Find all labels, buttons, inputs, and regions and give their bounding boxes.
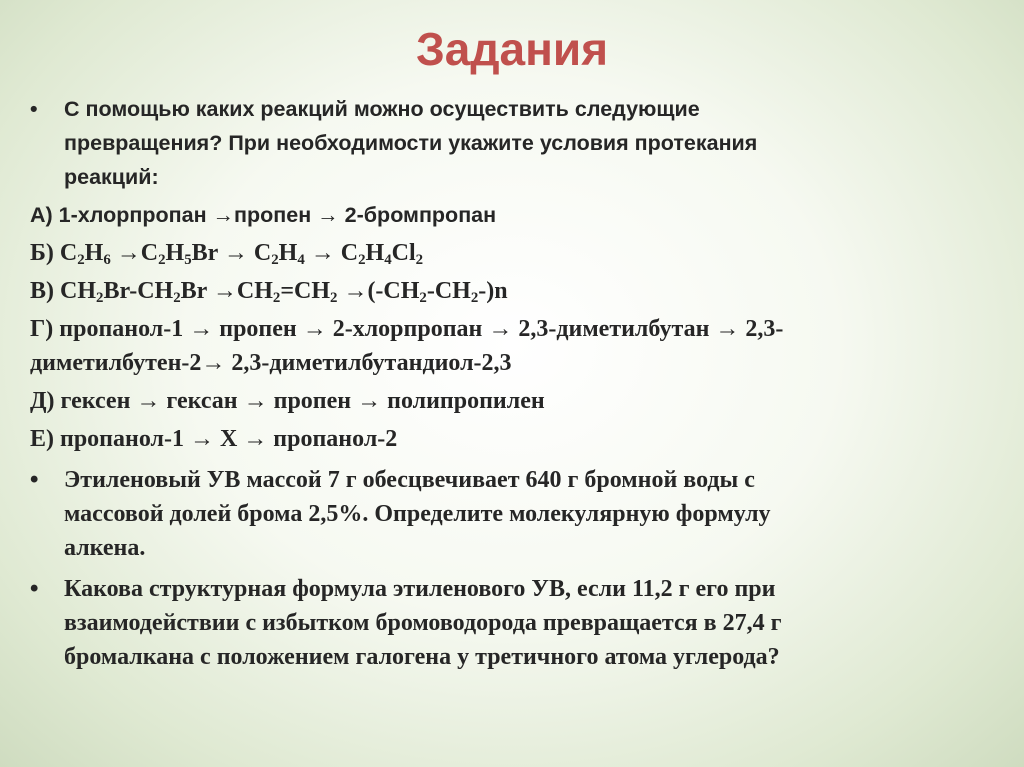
task-3-line-1: Какова структурная формула этиленового УВ, если 11,2 г его при <box>64 576 776 602</box>
item-g-line-2: диметилбутен-2→ 2,3-диметилбутандиол-2,3 <box>30 350 512 376</box>
task-3-bullet <box>30 572 990 674</box>
bullet-icon: • <box>30 97 38 121</box>
task-2-bullet <box>30 463 990 565</box>
task-2-line-2: массовой долей брома 2,5%. Определите молекулярную формулу <box>64 501 771 527</box>
item-d: Д) гексен → гексан → пропен → полипропилен <box>30 388 545 414</box>
item-g-line-1: Г) пропанол-1 → пропен → 2-хлорпропан → 2,3-диметилбутан → 2,3- <box>30 316 784 342</box>
item-g <box>30 312 990 380</box>
task-2-line-1: Этиленовый УВ массой 7 г обесцвечивает 640 г бромной воды с <box>64 467 755 493</box>
slide-content <box>30 92 990 674</box>
slide-title: Задания <box>415 23 609 75</box>
bullet-icon: • <box>30 575 39 602</box>
task-2-line-3: алкена. <box>64 535 146 561</box>
item-e: Е) пропанол-1 → Х → пропанол-2 <box>30 426 398 452</box>
intro-bullet <box>30 92 990 194</box>
task-3-line-2: взаимодействии с избытком бромоводорода превращается в 27,4 г <box>64 610 782 636</box>
bullet-icon: • <box>30 466 39 493</box>
task-3-line-3: бромалкана с положением галогена у третичного атома углерода? <box>64 644 780 670</box>
item-a: А) 1-хлорпропан →пропен → 2-бромпропан <box>30 203 497 227</box>
item-v: В) $CH_2Br-CH_2Br \to CH_2=CH_2 \to(-CH_2-CH_2-)n$ <box>30 278 508 307</box>
intro-line-2: превращения? При необходимости укажите условия протекания <box>64 131 758 155</box>
intro-line-1: С помощью каких реакций можно осуществить следующие <box>64 97 700 121</box>
item-b: Б) $C_2H_6 \to C_2H_5Br \to C_2H_4 \to C_2H_4Cl_2$ <box>30 240 424 269</box>
intro-line-3: реакций: <box>64 165 159 189</box>
